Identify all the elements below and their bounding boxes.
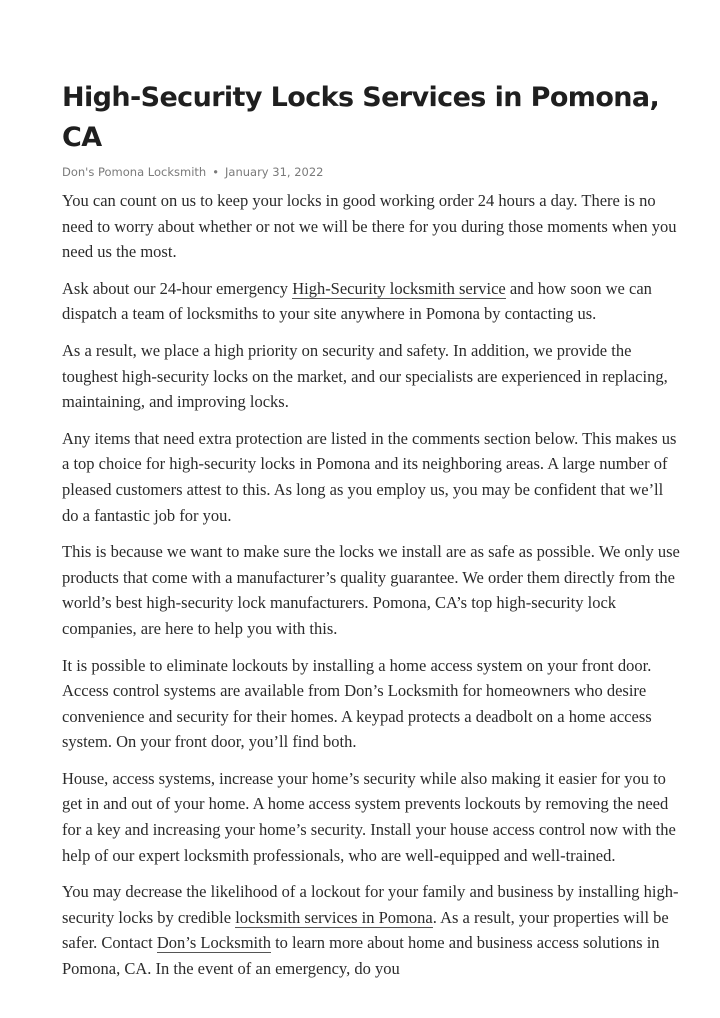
publish-date: January 31, 2022 (225, 165, 324, 179)
paragraph-8-text-end: to learn more about home and business access solutions in Pomona, CA. In the event of an emergency, do you (62, 933, 660, 979)
meta-separator: • (212, 165, 219, 179)
paragraph-5: This is because we want to make sure the locks we install are as safe as possible. We only use products that come with a manufacturer’s quality guarantee. We order them directly from the world’s best high-security lock manufacturers. Pomona, CA’s top high-security lock companies, are here to help you with this. (62, 542, 680, 638)
paragraph-6: It is possible to eliminate lockouts by installing a home access system on your front door. Access control systems are available from Don’s Locksmith for homeowners who desire convenience and security for their homes. A keypad protects a deadbolt on a home access system. On your front door, you’ll find both. (62, 655, 652, 752)
paragraph-8-text-start: You may decrease the likelihood of a lockout for your family and business by installing high-security locks by credible (62, 882, 679, 927)
article-body (62, 188, 682, 982)
paragraph-1: You can count on us to keep your locks in good working order 24 hours a day. There is no need to worry about whether or not we will be there for you during those moments when you need us the most. (62, 191, 677, 262)
paragraph-8 (62, 879, 682, 981)
article (62, 78, 682, 993)
paragraph-8-text-middle: . As a result, your properties will be safer. Contact (62, 907, 669, 953)
paragraph-2-text-start: Ask about our 24-hour emergency (62, 278, 293, 298)
paragraph-4: Any items that need extra protection are listed in the comments section below. This makes us a top choice for high-security locks in Pomona and its neighboring areas. A large number of pleased customers attest to this. As long as you employ us, you may be confident that we’ll do a fantastic job for you. (62, 428, 677, 525)
paragraph-3: As a result, we place a high priority on security and safety. In addition, we provide the toughest high-security locks on the market, and our specialists are experienced in replacing, maintaining, and improving locks. (62, 340, 668, 412)
paragraph-7: House, access systems, increase your home’s security while also making it easier for you to get in and out of your home. A home access system prevents lockouts by removing the need for a key and increasing your home’s security. Install your house access control now with the help of our expert locksmith professionals, who are well-equipped and well-trained. (62, 768, 676, 865)
high-security-locksmith-service-link[interactable]: High-Security locksmith service (292, 278, 506, 298)
paragraph-2-text-end: and how soon we can dispatch a team of locksmiths to your site anywhere in Pomona by contacting us. (62, 278, 652, 324)
locksmith-services-in-pomona-link[interactable]: locksmith services in Pomona (235, 907, 433, 927)
dons-locksmith-link[interactable]: Don’s Locksmith (156, 933, 271, 953)
author-name: Don's Pomona Locksmith (62, 165, 207, 179)
article-title: High-Security Locks Services in Pomona, CA (62, 82, 660, 153)
article-meta (62, 164, 682, 180)
paragraph-2 (62, 276, 682, 327)
